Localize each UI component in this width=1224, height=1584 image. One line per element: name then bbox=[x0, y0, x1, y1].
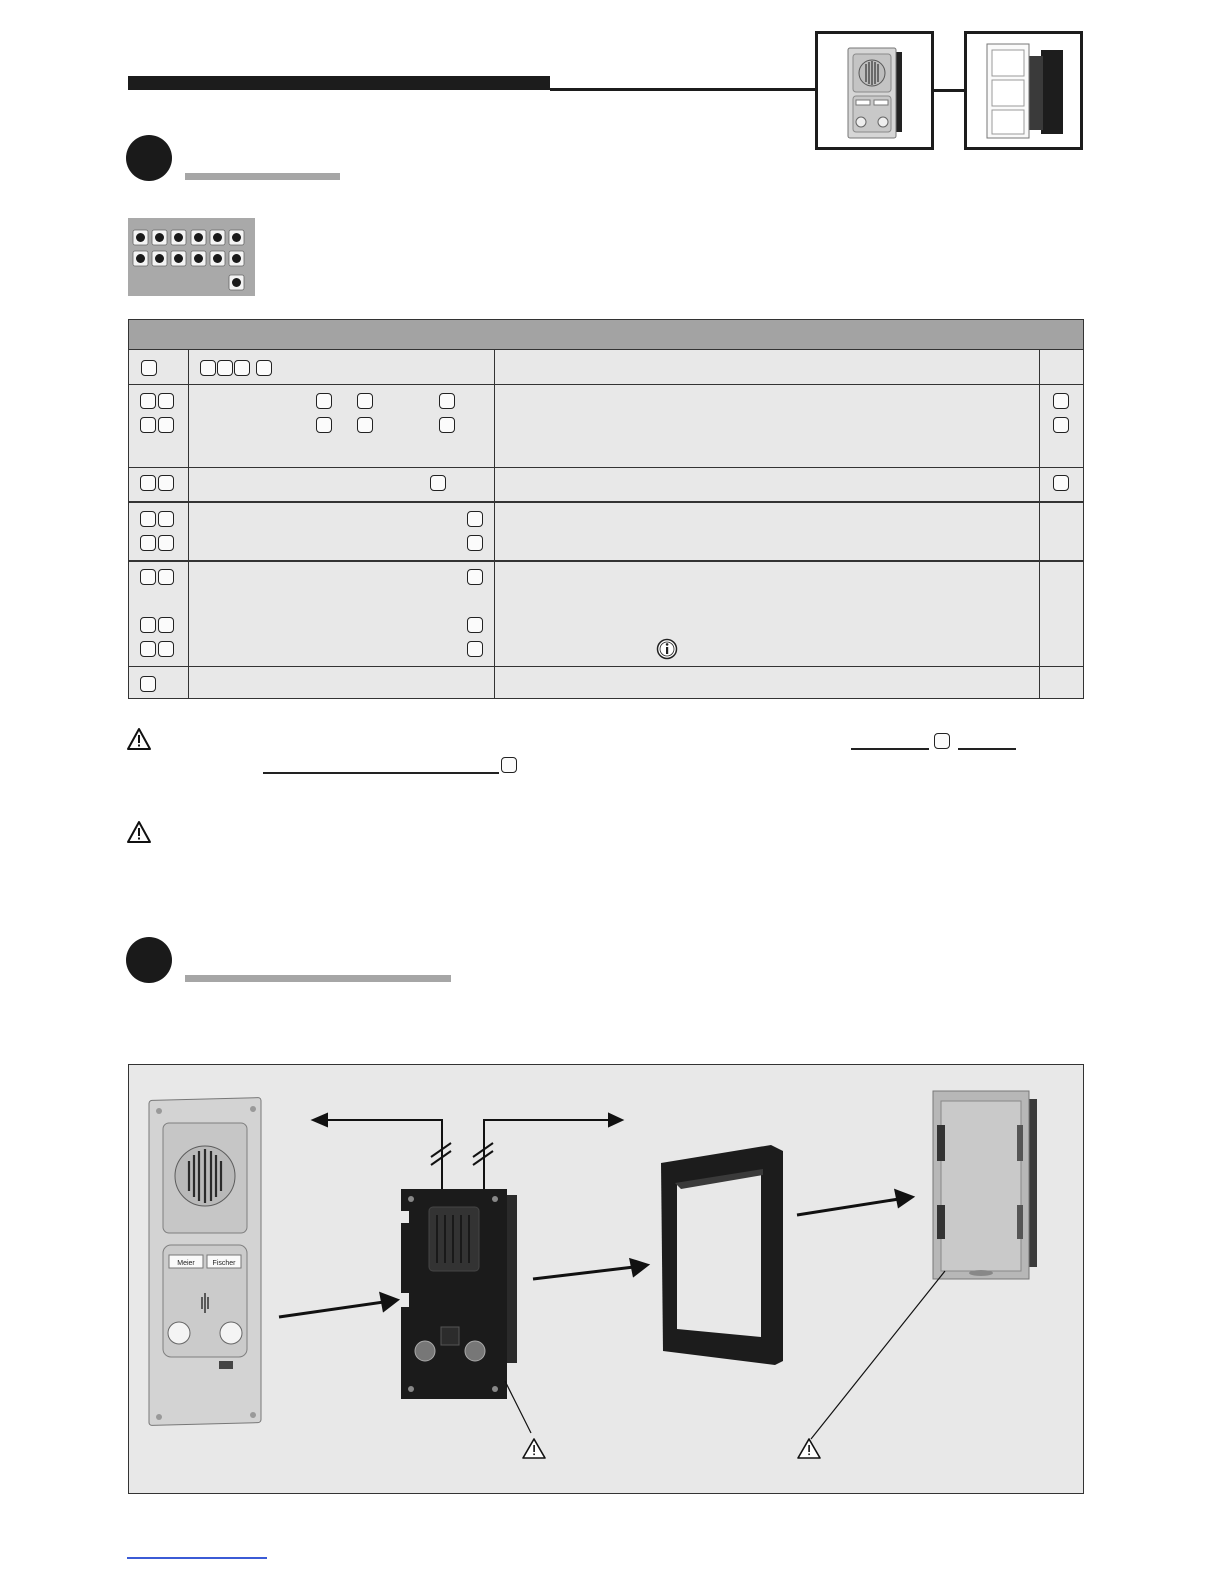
table-row-divider bbox=[129, 467, 1083, 468]
electronics-module-image bbox=[401, 1189, 517, 1399]
key-symbol bbox=[141, 360, 157, 376]
thumbnail-door-station-exploded bbox=[964, 31, 1083, 150]
key-symbol bbox=[140, 475, 156, 491]
key-symbol bbox=[467, 641, 483, 657]
table-header bbox=[129, 320, 1083, 350]
underline bbox=[851, 748, 929, 750]
key-symbol bbox=[140, 569, 156, 585]
underline bbox=[958, 748, 1016, 750]
key-symbol bbox=[501, 757, 517, 773]
key-symbol bbox=[467, 511, 483, 527]
name-tag-meier: Meier bbox=[177, 1260, 195, 1267]
thumbnail-connector bbox=[934, 89, 966, 92]
step-1-heading-bar bbox=[185, 173, 340, 180]
step-1-marker bbox=[126, 135, 172, 181]
installation-illustration bbox=[128, 1064, 1084, 1494]
step-2-marker bbox=[126, 937, 172, 983]
key-symbol bbox=[158, 475, 174, 491]
key-symbol bbox=[467, 617, 483, 633]
key-symbol bbox=[158, 417, 174, 433]
warning-triangle-icon bbox=[126, 727, 152, 751]
key-symbol bbox=[1053, 417, 1069, 433]
keypad-illustration bbox=[128, 218, 255, 296]
footer-link-underline[interactable] bbox=[127, 1557, 267, 1559]
key-symbol bbox=[140, 511, 156, 527]
key-symbol bbox=[158, 535, 174, 551]
key-symbol bbox=[140, 641, 156, 657]
key-symbol bbox=[357, 417, 373, 433]
key-symbol bbox=[158, 393, 174, 409]
key-symbol bbox=[158, 617, 174, 633]
header-thin-rule bbox=[550, 88, 816, 91]
warning-triangle-icon bbox=[126, 820, 152, 844]
key-symbol bbox=[140, 617, 156, 633]
key-symbol bbox=[200, 360, 216, 376]
key-symbol bbox=[1053, 475, 1069, 491]
key-symbol bbox=[140, 676, 156, 692]
table-row-divider bbox=[129, 501, 1083, 503]
key-symbol bbox=[430, 475, 446, 491]
key-symbol bbox=[140, 393, 156, 409]
warning-triangle-icon bbox=[523, 1439, 545, 1458]
table-row-divider bbox=[129, 384, 1083, 385]
settings-table bbox=[128, 319, 1084, 699]
thumbnail-door-station-front bbox=[815, 31, 934, 150]
step-2-heading-bar bbox=[185, 975, 451, 982]
key-symbol bbox=[217, 360, 233, 376]
key-symbol bbox=[934, 733, 950, 749]
key-symbol bbox=[158, 569, 174, 585]
warning-triangle-icon bbox=[798, 1439, 820, 1458]
key-symbol bbox=[467, 569, 483, 585]
key-symbol bbox=[316, 417, 332, 433]
key-symbol bbox=[234, 360, 250, 376]
key-symbol bbox=[357, 393, 373, 409]
table-row-divider bbox=[129, 666, 1083, 667]
key-symbol bbox=[316, 393, 332, 409]
table-column-divider bbox=[494, 350, 495, 699]
front-panel-image bbox=[149, 1098, 261, 1492]
mounting-frame-image bbox=[661, 1145, 783, 1365]
table-column-divider bbox=[188, 350, 189, 699]
flush-box-image bbox=[933, 1091, 1037, 1279]
key-symbol bbox=[158, 641, 174, 657]
table-row-divider bbox=[129, 560, 1083, 562]
underline bbox=[263, 772, 499, 774]
name-tag-fischer: Fischer bbox=[212, 1260, 236, 1267]
header-thick-rule bbox=[128, 76, 550, 90]
door-station-exploded-image bbox=[967, 34, 1080, 147]
key-symbol bbox=[256, 360, 272, 376]
key-symbol bbox=[1053, 393, 1069, 409]
info-circle-icon bbox=[656, 638, 678, 660]
installation-diagram bbox=[129, 1065, 1082, 1492]
key-symbol bbox=[439, 417, 455, 433]
door-station-front-image bbox=[818, 34, 931, 147]
key-symbol bbox=[140, 535, 156, 551]
key-symbol bbox=[439, 393, 455, 409]
key-symbol bbox=[140, 417, 156, 433]
table-column-divider bbox=[1039, 350, 1040, 699]
keypad-buttons-image bbox=[128, 218, 255, 296]
key-symbol bbox=[158, 511, 174, 527]
key-symbol bbox=[467, 535, 483, 551]
